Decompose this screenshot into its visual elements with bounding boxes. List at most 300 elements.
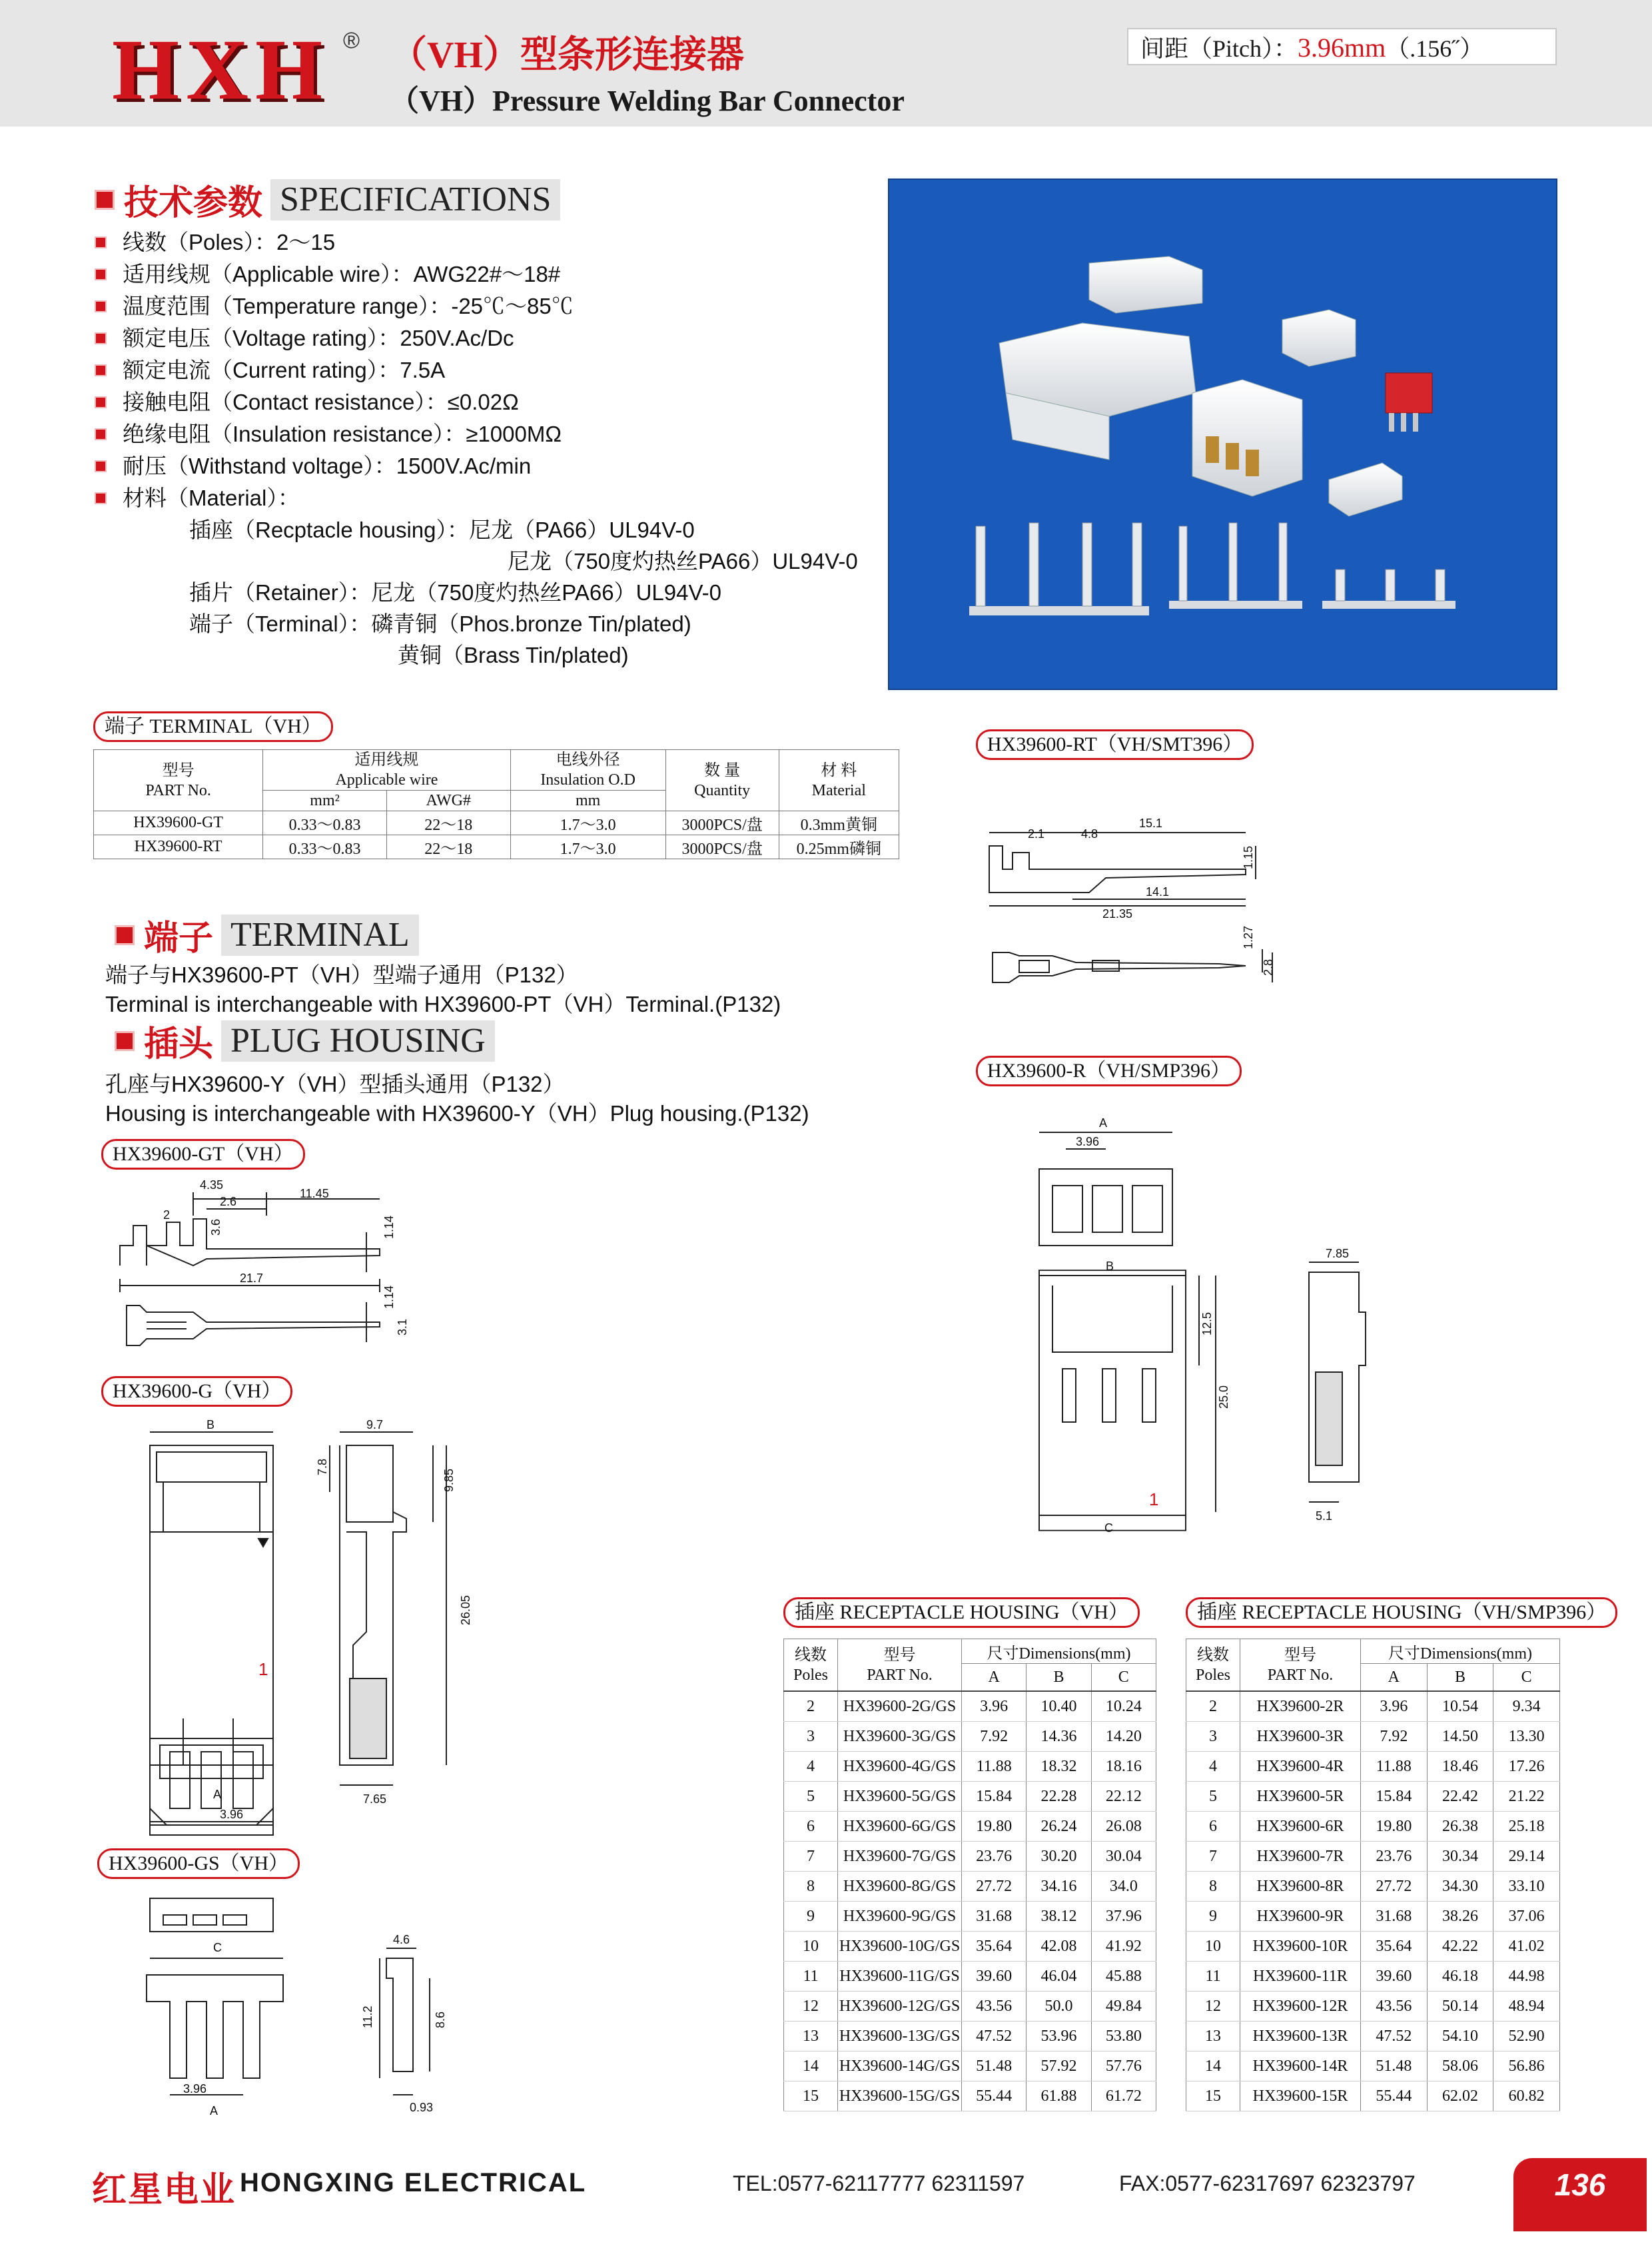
table-cell: 19.80 (962, 1812, 1027, 1842)
table-cell: 18.46 (1427, 1752, 1493, 1782)
table-cell: 6 (1186, 1812, 1240, 1842)
spec-item: 线数（Poles）：2～15 (95, 226, 861, 258)
table-cell: 11.88 (1361, 1752, 1428, 1782)
table-cell: 30.04 (1091, 1842, 1156, 1872)
footer-fax: FAX:0577-62317697 62323797 (1119, 2171, 1416, 2195)
col-a: A (1361, 1664, 1428, 1692)
table-cell: 61.88 (1027, 2081, 1091, 2111)
plug-heading-en: PLUG HOUSING (221, 1020, 495, 1062)
dim-label: 11.2 (361, 2006, 374, 2028)
table-cell: 14.20 (1091, 1722, 1156, 1752)
heading-bullet (115, 925, 135, 945)
dim-label: B (1106, 1260, 1114, 1273)
table-cell: 22.42 (1427, 1782, 1493, 1812)
table-cell: 3 (1186, 1722, 1240, 1752)
col-part: 型号 PART No. (838, 1639, 962, 1692)
col-wire: 适用线规 Applicable wire (263, 750, 510, 791)
col-mm: mm (510, 791, 665, 811)
table-row: HX39600-RT 0.33～0.83 22～18 1.7～3.0 3000PCS/盘 0.25mm磷铜 (94, 835, 899, 859)
bullet-icon (95, 492, 107, 504)
bullet-icon (95, 428, 107, 440)
table-cell: 30.34 (1427, 1842, 1493, 1872)
table-cell: 3.96 (962, 1691, 1027, 1722)
table-cell: HX39600-7G/GS (838, 1842, 962, 1872)
dim-label: 3.6 (209, 1218, 222, 1236)
dim-label: 4.35 (200, 1178, 224, 1192)
rt-label: HX39600-RT（VH/SMT396） (976, 729, 1254, 760)
product-photo (888, 179, 1557, 690)
table-cell: HX39600-7R (1240, 1842, 1361, 1872)
plug-note-en: Housing is interchangeable with HX39600-Y（VH）Plug housing.(P132) (105, 1101, 809, 1126)
pin-one-mark: 1 (258, 1659, 268, 1679)
table-cell: 41.92 (1091, 1932, 1156, 1962)
table-row (1186, 1782, 1560, 1812)
footer-tel: TEL:0577-62117777 62311597 (733, 2171, 1025, 2195)
table-cell: 62.02 (1427, 2081, 1493, 2111)
col-mm2: mm² (263, 791, 387, 811)
table-row (1186, 1992, 1560, 2022)
pitch-box (1127, 28, 1557, 65)
dim-label: B (206, 1418, 215, 1431)
table-cell: 34.16 (1027, 1872, 1091, 1902)
specs-heading-en: SPECIFICATIONS (270, 179, 560, 220)
table-cell: HX39600-14G/GS (838, 2052, 962, 2081)
dim-label: A (210, 2104, 218, 2117)
dim-label: 1.15 (1242, 845, 1255, 869)
plug-heading (115, 1016, 495, 1066)
spec-item: 额定电压（Voltage rating）：250V.Ac/Dc (95, 322, 861, 354)
table-cell: 10.54 (1427, 1691, 1493, 1722)
table-cell: 15 (784, 2081, 838, 2111)
dim-label: 2.8 (1262, 958, 1275, 976)
table-cell: 7 (784, 1842, 838, 1872)
table-row (1186, 1812, 1560, 1842)
dim-label: 4.6 (393, 1933, 410, 1946)
table-cell: 13 (1186, 2022, 1240, 2052)
material-line: 尼龙（750度灼热丝PA66）UL94V-0 (508, 549, 858, 573)
table-row (784, 1962, 1156, 1992)
table-row (784, 1992, 1156, 2022)
terminal-heading-cn: 端子 (144, 919, 214, 958)
bullet-icon (95, 236, 107, 248)
table-cell: 42.08 (1027, 1932, 1091, 1962)
col-dims: 尺寸Dimensions(mm) (962, 1639, 1156, 1664)
table-cell: 13 (784, 2022, 838, 2052)
table-cell: 10.40 (1027, 1691, 1091, 1722)
table-cell: HX39600-2G/GS (838, 1691, 962, 1722)
table-cell: 42.22 (1427, 1932, 1493, 1962)
table-row (784, 1872, 1156, 1902)
receptacle-smp-table (1186, 1639, 1560, 2111)
table-cell: HX39600-10G/GS (838, 1932, 962, 1962)
spec-item: 绝缘电阻（Insulation resistance）：≥1000MΩ (95, 418, 861, 450)
dim-label: 2.1 (1028, 827, 1045, 841)
table-row (784, 2052, 1156, 2081)
spec-item: 耐压（Withstand voltage）：1500V.Ac/min (95, 450, 861, 482)
brand-logo: HXH (112, 22, 330, 118)
bullet-icon (95, 268, 107, 280)
table-row (1186, 2052, 1560, 2081)
table-row (784, 1782, 1156, 1812)
table-cell: HX39600-3G/GS (838, 1722, 962, 1752)
dim-label: 25.0 (1217, 1385, 1230, 1409)
dim-label: A (213, 1788, 222, 1801)
table-cell: HX39600-13R (1240, 2022, 1361, 2052)
rt-drawing (979, 806, 1292, 1006)
table-cell: 46.04 (1027, 1962, 1091, 1992)
spec-item: 接触电阻（Contact resistance）：≤0.02Ω (95, 386, 861, 418)
table-cell: 39.60 (1361, 1962, 1428, 1992)
terminal-table (93, 749, 899, 859)
table-row (1186, 2022, 1560, 2052)
g-front-view (147, 1732, 280, 1832)
material-line: 插座（Recptacle housing）：尼龙（PA66）UL94V-0 (189, 518, 695, 542)
pitch-label: 间距（Pitch）： (1140, 35, 1298, 62)
table-row (784, 2022, 1156, 2052)
table-cell: HX39600-8R (1240, 1872, 1361, 1902)
table-cell: HX39600-4G/GS (838, 1752, 962, 1782)
table-cell: HX39600-4R (1240, 1752, 1361, 1782)
spec-item: 适用线规（Applicable wire）：AWG22#～18# (95, 258, 861, 290)
g-label: HX39600-G（VH） (101, 1376, 292, 1407)
material-line: 端子（Terminal）：磷青铜（Phos.bronze Tin/plated) (189, 611, 691, 636)
page-title-cn: （VH）型条形连接器 (390, 35, 744, 76)
table-row (1186, 1722, 1560, 1752)
table-cell: HX39600-3R (1240, 1722, 1361, 1752)
page-title-en: （VH）Pressure Welding Bar Connector (390, 85, 905, 117)
bullet-icon (95, 364, 107, 376)
plug-heading-cn: 插头 (144, 1025, 214, 1064)
table-cell: 4 (1186, 1752, 1240, 1782)
table-cell: 47.52 (962, 2022, 1027, 2052)
table-cell: 9 (784, 1902, 838, 1932)
dim-label: 7.8 (316, 1458, 329, 1475)
table-row (784, 1752, 1156, 1782)
company-name-en: HONGXING ELECTRICAL (240, 2168, 587, 2197)
receptacle-vh-label: 插座 RECEPTACLE HOUSING（VH） (783, 1597, 1140, 1628)
table-cell: HX39600-13G/GS (838, 2022, 962, 2052)
terminal-table-label: 端子 TERMINAL（VH） (93, 711, 333, 742)
table-cell: HX39600-10R (1240, 1932, 1361, 1962)
dim-label: 7.65 (363, 1792, 387, 1806)
table-row (784, 1691, 1156, 1722)
dim-label: 1.27 (1242, 925, 1255, 949)
table-cell: HX39600-11G/GS (838, 1962, 962, 1992)
table-cell: 15.84 (962, 1782, 1027, 1812)
dim-label: 0.93 (410, 2101, 434, 2114)
table-cell: 7.92 (1361, 1722, 1428, 1752)
table-cell: 41.02 (1493, 1932, 1560, 1962)
table-cell: 23.76 (1361, 1842, 1428, 1872)
table-cell: 31.68 (962, 1902, 1027, 1932)
table-cell: 27.72 (962, 1872, 1027, 1902)
dim-label: 9.85 (442, 1468, 456, 1492)
dim-label: 9.7 (366, 1418, 384, 1431)
bullet-icon (95, 396, 107, 408)
spec-item: 材料（Material）： (95, 482, 861, 514)
table-cell: 61.72 (1091, 2081, 1156, 2111)
table-cell: 39.60 (962, 1962, 1027, 1992)
table-cell: 49.84 (1091, 1992, 1156, 2022)
plug-note-cn: 孔座与HX39600-Y（VH）型插头通用（P132） (105, 1072, 565, 1096)
table-cell: 5 (1186, 1782, 1240, 1812)
table-cell: 53.80 (1091, 2022, 1156, 2052)
table-cell: 15 (1186, 2081, 1240, 2111)
dim-label: 1.14 (382, 1215, 396, 1239)
table-cell: HX39600-11R (1240, 1962, 1361, 1992)
col-part: 型号 PART No. (94, 750, 263, 811)
dim-label: 2.6 (220, 1195, 237, 1208)
specs-heading (95, 175, 560, 224)
spec-list (95, 226, 861, 671)
table-cell: 38.12 (1027, 1902, 1091, 1932)
table-cell: HX39600-12R (1240, 1992, 1361, 2022)
product-photo-illustration (889, 180, 1556, 689)
r-drawing (999, 1112, 1465, 1545)
dim-label: 5.1 (1316, 1509, 1333, 1523)
table-cell: 18.32 (1027, 1752, 1091, 1782)
dim-label: 12.5 (1200, 1311, 1214, 1335)
table-cell: 12 (1186, 1992, 1240, 2022)
gt-label: HX39600-GT（VH） (101, 1139, 305, 1170)
table-cell: HX39600-6G/GS (838, 1812, 962, 1842)
table-cell: 15.84 (1361, 1782, 1428, 1812)
dim-label: 15.1 (1139, 817, 1163, 830)
table-cell: HX39600-6R (1240, 1812, 1361, 1842)
dim-label: C (1104, 1521, 1113, 1535)
table-cell: 29.14 (1493, 1842, 1560, 1872)
table-cell: 10 (1186, 1932, 1240, 1962)
table-cell: 7.92 (962, 1722, 1027, 1752)
r-label: HX39600-R（VH/SMP396） (976, 1056, 1242, 1086)
table-cell: HX39600-8G/GS (838, 1872, 962, 1902)
table-cell: 48.94 (1493, 1992, 1560, 2022)
col-b: B (1427, 1664, 1493, 1692)
table-cell: 26.38 (1427, 1812, 1493, 1842)
pin-one-mark: 1 (1149, 1489, 1159, 1509)
table-cell: HX39600-15G/GS (838, 2081, 962, 2111)
pitch-inch: （.156˝） (1386, 35, 1484, 62)
table-row (1186, 1691, 1560, 1722)
table-cell: 44.98 (1493, 1962, 1560, 1992)
table-cell: 35.64 (962, 1932, 1027, 1962)
bullet-icon (95, 300, 107, 312)
table-cell: HX39600-9R (1240, 1902, 1361, 1932)
table-row: HX39600-GT 0.33～0.83 22～18 1.7～3.0 3000PCS/盘 0.3mm黄铜 (94, 811, 899, 835)
material-line: 插片（Retainer）：尼龙（750度灼热丝PA66）UL94V-0 (189, 580, 721, 605)
table-cell: 11 (1186, 1962, 1240, 1992)
col-b: B (1027, 1664, 1091, 1692)
table-cell: 10.24 (1091, 1691, 1156, 1722)
table-cell: 18.16 (1091, 1752, 1156, 1782)
table-cell: 6 (784, 1812, 838, 1842)
dim-label: 8.6 (434, 2011, 447, 2028)
dim-label: 21.7 (240, 1272, 264, 1285)
table-cell: 31.68 (1361, 1902, 1428, 1932)
gs-drawing (100, 1885, 513, 2118)
col-part: 型号 PART No. (1240, 1639, 1361, 1692)
heading-bullet (95, 190, 115, 210)
col-a: A (962, 1664, 1027, 1692)
table-row (784, 2081, 1156, 2111)
table-cell: 11.88 (962, 1752, 1027, 1782)
col-qty: 数 量 Quantity (665, 750, 779, 811)
table-cell: 14 (784, 2052, 838, 2081)
dim-label: 26.05 (459, 1595, 472, 1625)
table-cell: 25.18 (1493, 1812, 1560, 1842)
table-row (1186, 1902, 1560, 1932)
material-line: 黄铜（Brass Tin/plated) (398, 643, 629, 667)
terminal-note-cn: 端子与HX39600-PT（VH）型端子通用（P132） (105, 962, 578, 987)
table-cell: HX39600-2R (1240, 1691, 1361, 1722)
page-number: 136 (1513, 2158, 1647, 2231)
spec-item: 温度范围（Temperature range）：-25℃～85℃ (95, 290, 861, 322)
terminal-heading (115, 910, 419, 960)
table-cell: 43.56 (1361, 1992, 1428, 2022)
table-cell: 9 (1186, 1902, 1240, 1932)
table-cell: 55.44 (962, 2081, 1027, 2111)
dim-label: 14.1 (1146, 885, 1170, 899)
col-poles: 线数 Poles (784, 1639, 838, 1692)
table-cell: 11 (784, 1962, 838, 1992)
dim-label: 4.8 (1081, 827, 1098, 841)
table-cell: HX39600-14R (1240, 2052, 1361, 2081)
table-cell: 43.56 (962, 1992, 1027, 2022)
table-cell: 57.76 (1091, 2052, 1156, 2081)
table-cell: 56.86 (1493, 2052, 1560, 2081)
table-row (784, 1932, 1156, 1962)
table-cell: 57.92 (1027, 2052, 1091, 2081)
table-cell: 33.10 (1493, 1872, 1560, 1902)
table-cell: 8 (1186, 1872, 1240, 1902)
col-material: 材 料 Material (779, 750, 899, 811)
pitch-value: 3.96mm (1298, 33, 1386, 63)
table-cell: 8 (784, 1872, 838, 1902)
table-row (1186, 1962, 1560, 1992)
terminal-heading-en: TERMINAL (221, 915, 419, 956)
dim-label: C (213, 1941, 222, 1954)
table-cell: 17.26 (1493, 1752, 1560, 1782)
table-cell: 37.96 (1091, 1902, 1156, 1932)
col-poles: 线数 Poles (1186, 1639, 1240, 1692)
table-cell: 14 (1186, 2052, 1240, 2081)
bullet-icon (95, 332, 107, 344)
heading-bullet (115, 1031, 135, 1051)
col-c: C (1091, 1664, 1156, 1692)
table-cell: 19.80 (1361, 1812, 1428, 1842)
col-od: 电线外径 Insulation O.D (510, 750, 665, 791)
receptacle-vh-table (783, 1639, 1156, 2111)
table-cell: 37.06 (1493, 1902, 1560, 1932)
spec-item: 额定电流（Current rating）：7.5A (95, 354, 861, 386)
dim-label: 3.96 (1076, 1135, 1100, 1148)
table-cell: 52.90 (1493, 2022, 1560, 2052)
table-cell: HX39600-15R (1240, 2081, 1361, 2111)
table-cell: 55.44 (1361, 2081, 1428, 2111)
bullet-icon (95, 460, 107, 472)
table-cell: 47.52 (1361, 2022, 1428, 2052)
table-cell: 50.14 (1427, 1992, 1493, 2022)
dim-label: 21.35 (1102, 907, 1133, 921)
table-cell: 27.72 (1361, 1872, 1428, 1902)
table-cell: 38.26 (1427, 1902, 1493, 1932)
table-cell: 2 (1186, 1691, 1240, 1722)
col-awg: AWG# (386, 791, 510, 811)
table-cell: 14.36 (1027, 1722, 1091, 1752)
dim-label: 11.45 (300, 1187, 329, 1200)
table-cell: 50.0 (1027, 1992, 1091, 2022)
table-cell: HX39600-5R (1240, 1782, 1361, 1812)
gs-label: HX39600-GS（VH） (97, 1848, 300, 1879)
table-cell: HX39600-5G/GS (838, 1782, 962, 1812)
table-cell: 51.48 (1361, 2052, 1428, 2081)
table-cell: 7 (1186, 1842, 1240, 1872)
table-cell: 34.30 (1427, 1872, 1493, 1902)
table-cell: 45.88 (1091, 1962, 1156, 1992)
registered-mark: ® (343, 28, 360, 53)
dim-label: 7.85 (1326, 1247, 1350, 1260)
table-row (1186, 2081, 1560, 2111)
table-cell: 21.22 (1493, 1782, 1560, 1812)
table-cell: 10 (784, 1932, 838, 1962)
dim-label: 3.96 (183, 2082, 207, 2095)
table-cell: 35.64 (1361, 1932, 1428, 1962)
table-cell: 22.28 (1027, 1782, 1091, 1812)
table-cell: 53.96 (1027, 2022, 1091, 2052)
dim-label: A (1099, 1116, 1108, 1130)
table-cell: 60.82 (1493, 2081, 1560, 2111)
dim-label: 3.96 (220, 1808, 244, 1821)
table-cell: 58.06 (1427, 2052, 1493, 2081)
dim-label: 1.14 (382, 1285, 396, 1309)
table-row (1186, 1842, 1560, 1872)
table-cell: HX39600-9G/GS (838, 1902, 962, 1932)
table-cell: 3 (784, 1722, 838, 1752)
terminal-note-en: Terminal is interchangeable with HX39600-PT（VH）Terminal.(P132) (105, 992, 781, 1016)
table-cell: 4 (784, 1752, 838, 1782)
table-row (1186, 1932, 1560, 1962)
table-cell: 13.30 (1493, 1722, 1560, 1752)
table-cell: 2 (784, 1691, 838, 1722)
table-cell: 12 (784, 1992, 838, 2022)
table-cell: 9.34 (1493, 1691, 1560, 1722)
table-cell: 46.18 (1427, 1962, 1493, 1992)
table-cell: 34.0 (1091, 1872, 1156, 1902)
dim-label: 3.1 (396, 1318, 409, 1335)
table-cell: 5 (784, 1782, 838, 1812)
table-cell: 51.48 (962, 2052, 1027, 2081)
table-cell: 22.12 (1091, 1782, 1156, 1812)
table-cell: 30.20 (1027, 1842, 1091, 1872)
gt-drawing (100, 1172, 446, 1352)
col-c: C (1493, 1664, 1560, 1692)
company-name-cn: 红星电业 (92, 2171, 236, 2209)
table-cell: 26.08 (1091, 1812, 1156, 1842)
dim-label: 2 (163, 1208, 171, 1222)
table-row (1186, 1872, 1560, 1902)
table-cell: HX39600-12G/GS (838, 1992, 962, 2022)
col-dims: 尺寸Dimensions(mm) (1361, 1639, 1560, 1664)
table-cell: 54.10 (1427, 2022, 1493, 2052)
table-row (784, 1902, 1156, 1932)
table-cell: 14.50 (1427, 1722, 1493, 1752)
table-cell: 26.24 (1027, 1812, 1091, 1842)
table-row (784, 1812, 1156, 1842)
table-row (784, 1842, 1156, 1872)
table-row (1186, 1752, 1560, 1782)
table-cell: 3.96 (1361, 1691, 1428, 1722)
table-row (784, 1722, 1156, 1752)
